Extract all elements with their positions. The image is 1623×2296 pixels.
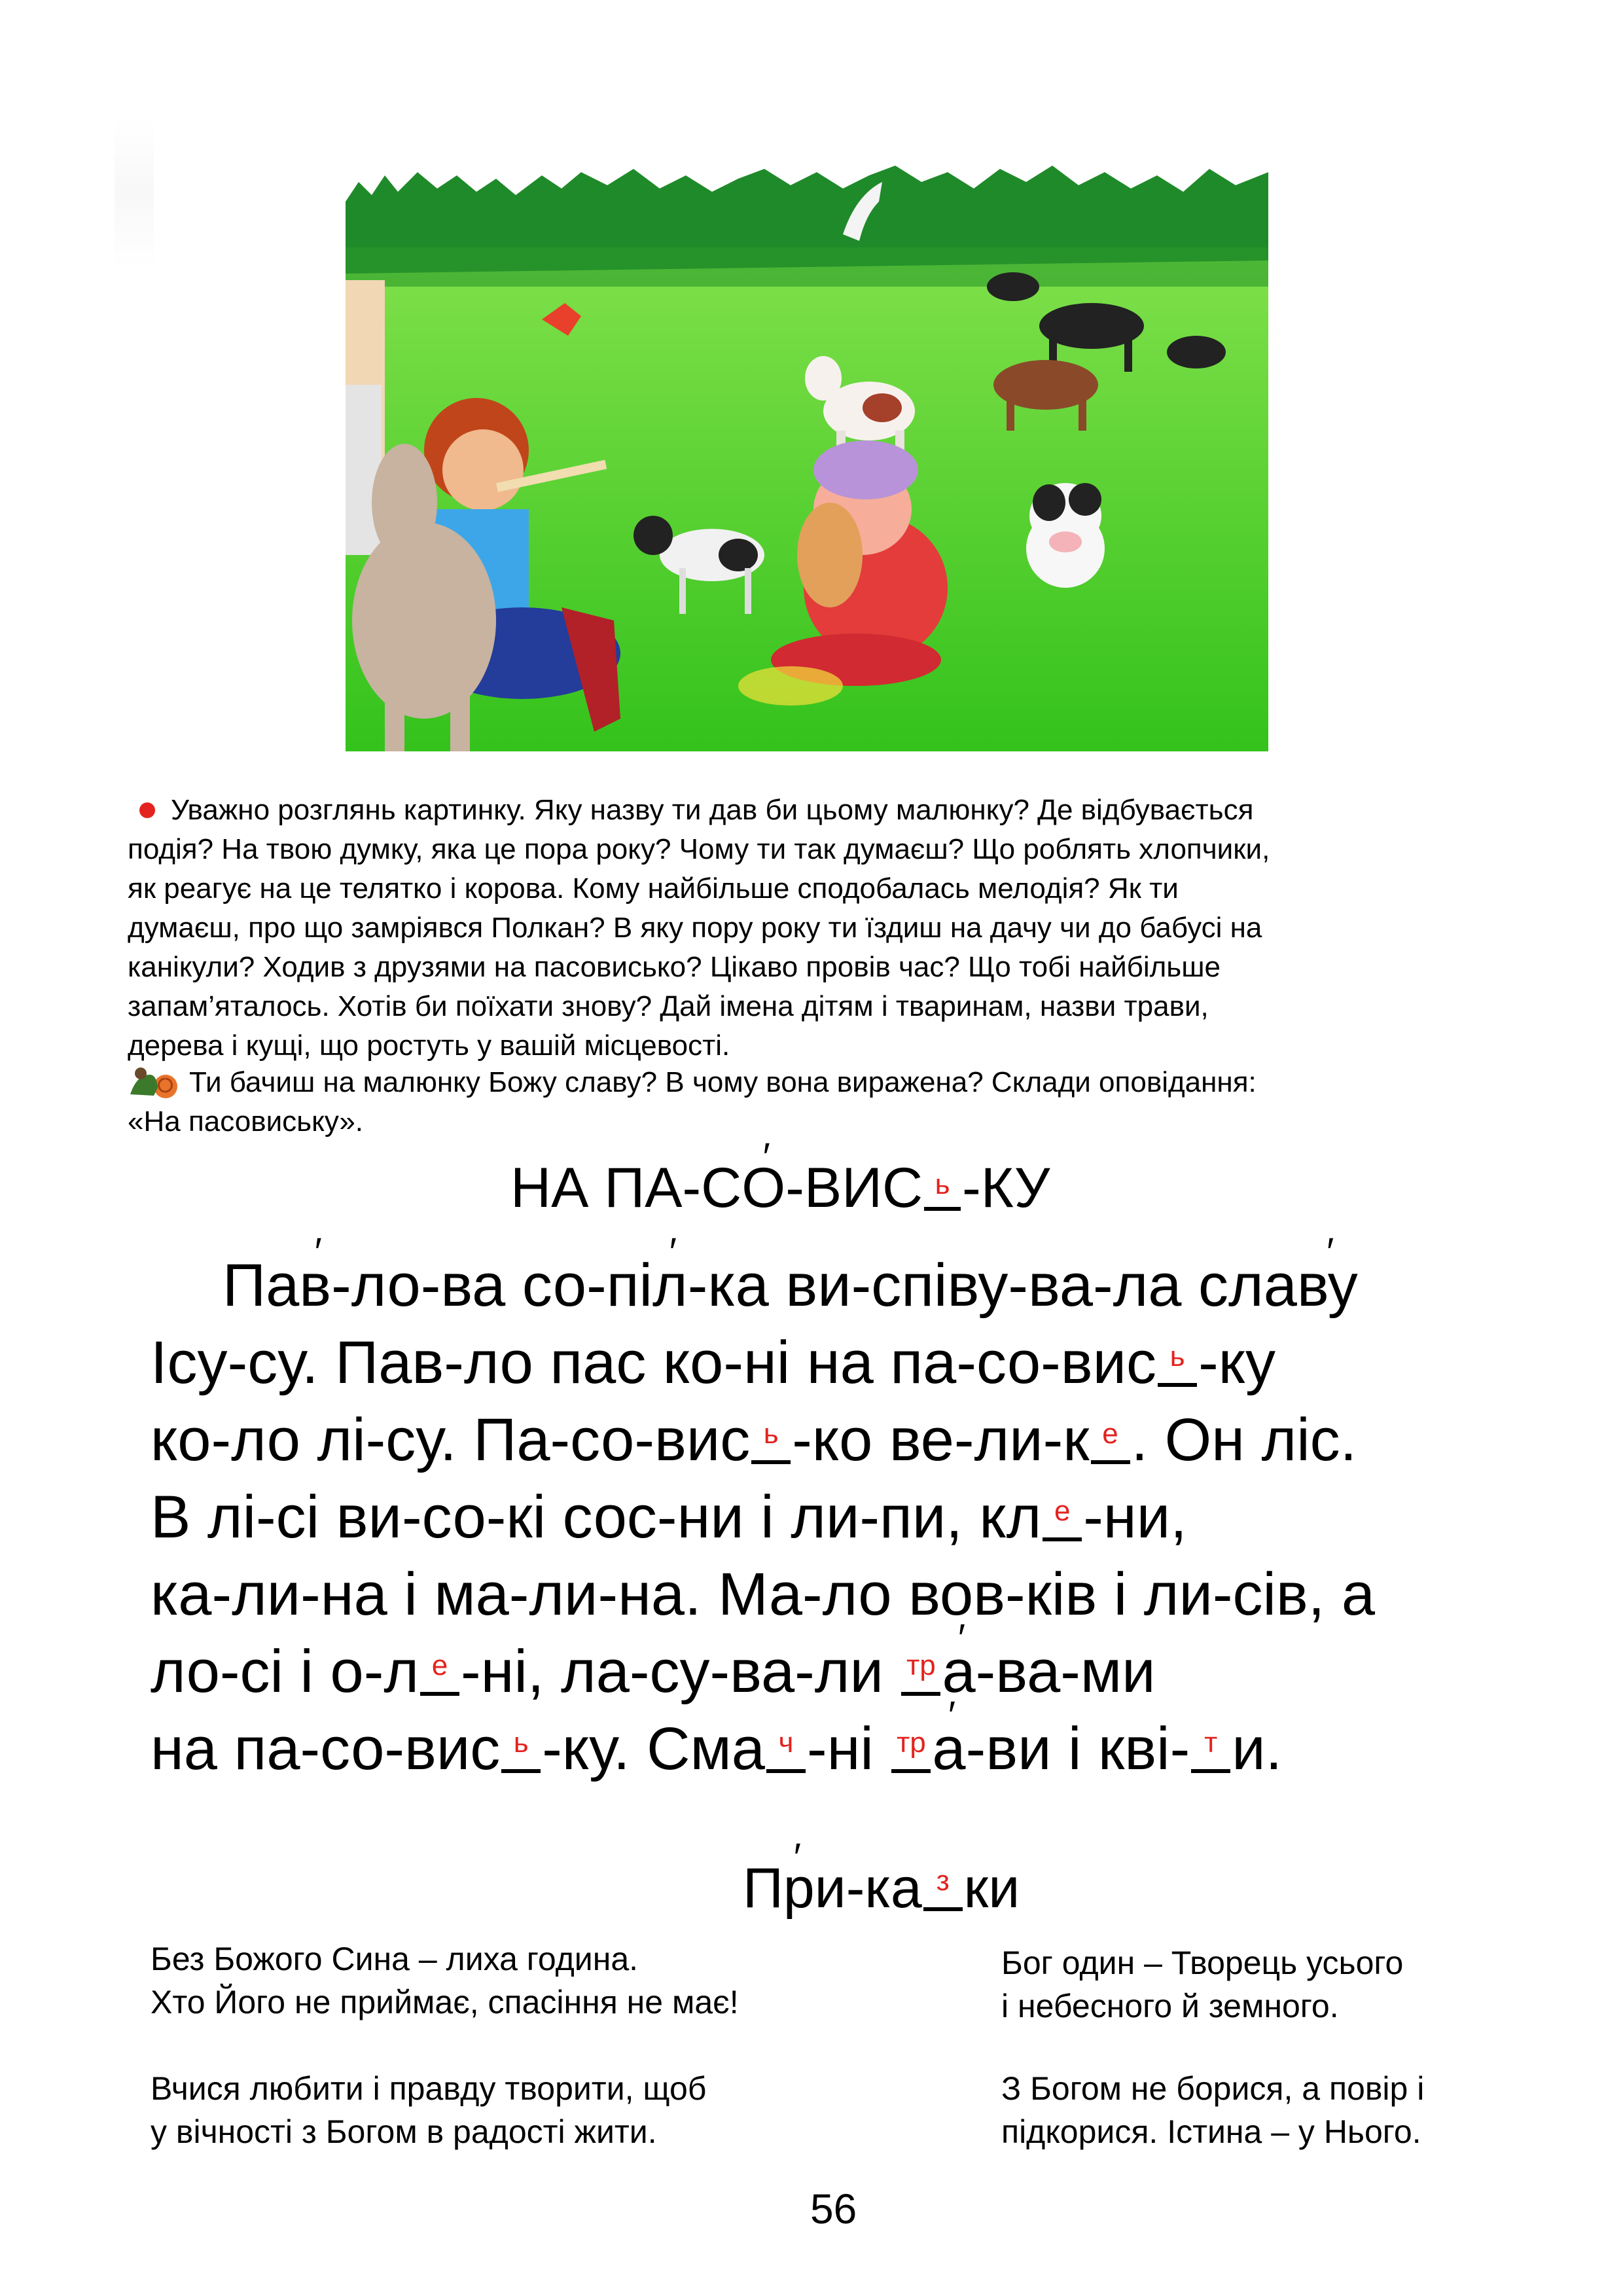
pasture-illustration — [346, 162, 1268, 751]
saying: Без Божого Сина – лиха година. Хто Його не приймає, спасіння не має! — [151, 1941, 739, 2020]
missing-letter-blank[interactable]: ь — [501, 1723, 541, 1773]
story-line: ло-сі і о-л е -ні, ла-су-ва-ли тр а ′-ва-ми — [151, 1633, 1558, 1710]
prompt-line: Ти бачиш на малюнку Божу славу? В чому вона виражена? Склади оповідання: — [128, 1062, 1495, 1102]
missing-letter-blank[interactable]: тр — [901, 1646, 940, 1696]
saying: З Богом не борися, а повір і підкорися. Істина – у Нього. — [1001, 2070, 1425, 2150]
missing-letter-blank[interactable]: з — [923, 1861, 963, 1911]
story-line: Ісу-су. Пав-ло пас ко-ні на па-со-вис ь -ку — [151, 1329, 1275, 1396]
missing-letter-blank[interactable]: ь — [924, 1165, 961, 1211]
prompt-line: канікули? Ходив з друзями на пасовисько? Цікаво провів час? Що тобі найбільше — [128, 951, 1221, 983]
story-line: Пав ′-ло-ва со-піл ′-ка ви-співу-ва-ла славу ′ — [151, 1247, 1558, 1324]
story-text — [151, 1247, 1558, 1787]
missing-letter-blank[interactable]: тр — [891, 1723, 931, 1773]
missing-letter-blank[interactable]: ь — [751, 1414, 791, 1464]
prompt-line: «На пасовиську». — [128, 1105, 364, 1138]
story-line: ка-ли-на і ма-ли-на. Ма-ло вов-ків і ли-сів, а — [151, 1561, 1376, 1628]
missing-letter-blank[interactable]: е — [420, 1646, 459, 1696]
missing-letter-blank[interactable]: е — [1043, 1492, 1082, 1541]
prompt-line: запам’яталось. Хотів би поїхати знову? Дай імена дітям і тваринам, назви трави, — [128, 990, 1209, 1022]
page-number: 56 — [810, 2185, 857, 2233]
missing-letter-blank[interactable]: ч — [766, 1723, 806, 1773]
prompt-line: думаєш, про що замріявся Полкан? В яку пору року ти їздиш на дачу чи до бабусі на — [128, 912, 1262, 944]
story-title: НА ПА-СО ′-ВИС ь -КУ — [510, 1152, 1050, 1224]
question-paragraph — [128, 791, 1495, 1066]
saying: Бог один – Творець усього і небесного й земного. — [1001, 1945, 1404, 2024]
missing-letter-blank[interactable]: е — [1091, 1414, 1130, 1464]
missing-letter-blank[interactable]: ь — [1158, 1337, 1197, 1387]
sayings-title: При ′-ка з ки — [743, 1852, 1020, 1924]
prompt-line: дерева і кущі, що ростуть у вашій місцевості. — [128, 1030, 730, 1062]
prompt-line: як реагує на це телятко і корова. Кому найбільше сподобалась мелодія? Як ти — [128, 872, 1179, 905]
saying: Вчися любити і правду творити, щоб у вічності з Богом в радості жити. — [151, 2070, 707, 2150]
prompt-line: Уважно розглянь картинку. Яку назву ти дав би цьому малюнку? Де відбувається — [128, 791, 1495, 830]
scan-artifact — [115, 118, 154, 268]
missing-letter-blank[interactable]: т — [1191, 1723, 1230, 1773]
snail-icon — [128, 1062, 180, 1101]
story-line: на па-со-вис ь -ку. Сма ч -ні тр а ′-ви і кві- т и. — [151, 1710, 1558, 1787]
storytelling-prompt — [128, 1062, 1495, 1141]
prompt-line: подія? На твою думку, яка це пора року? Чому ти так думаєш? Що роблять хлопчики, — [128, 833, 1270, 865]
red-dot-icon — [139, 802, 155, 818]
story-line: ко-ло лі-су. Па-со-вис ь -ко ве-ли-к е . Он ліс. — [151, 1407, 1357, 1473]
story-line: В лі-сі ви-со-кі сос-ни і ли-пи, кл е -ни, — [151, 1484, 1187, 1551]
